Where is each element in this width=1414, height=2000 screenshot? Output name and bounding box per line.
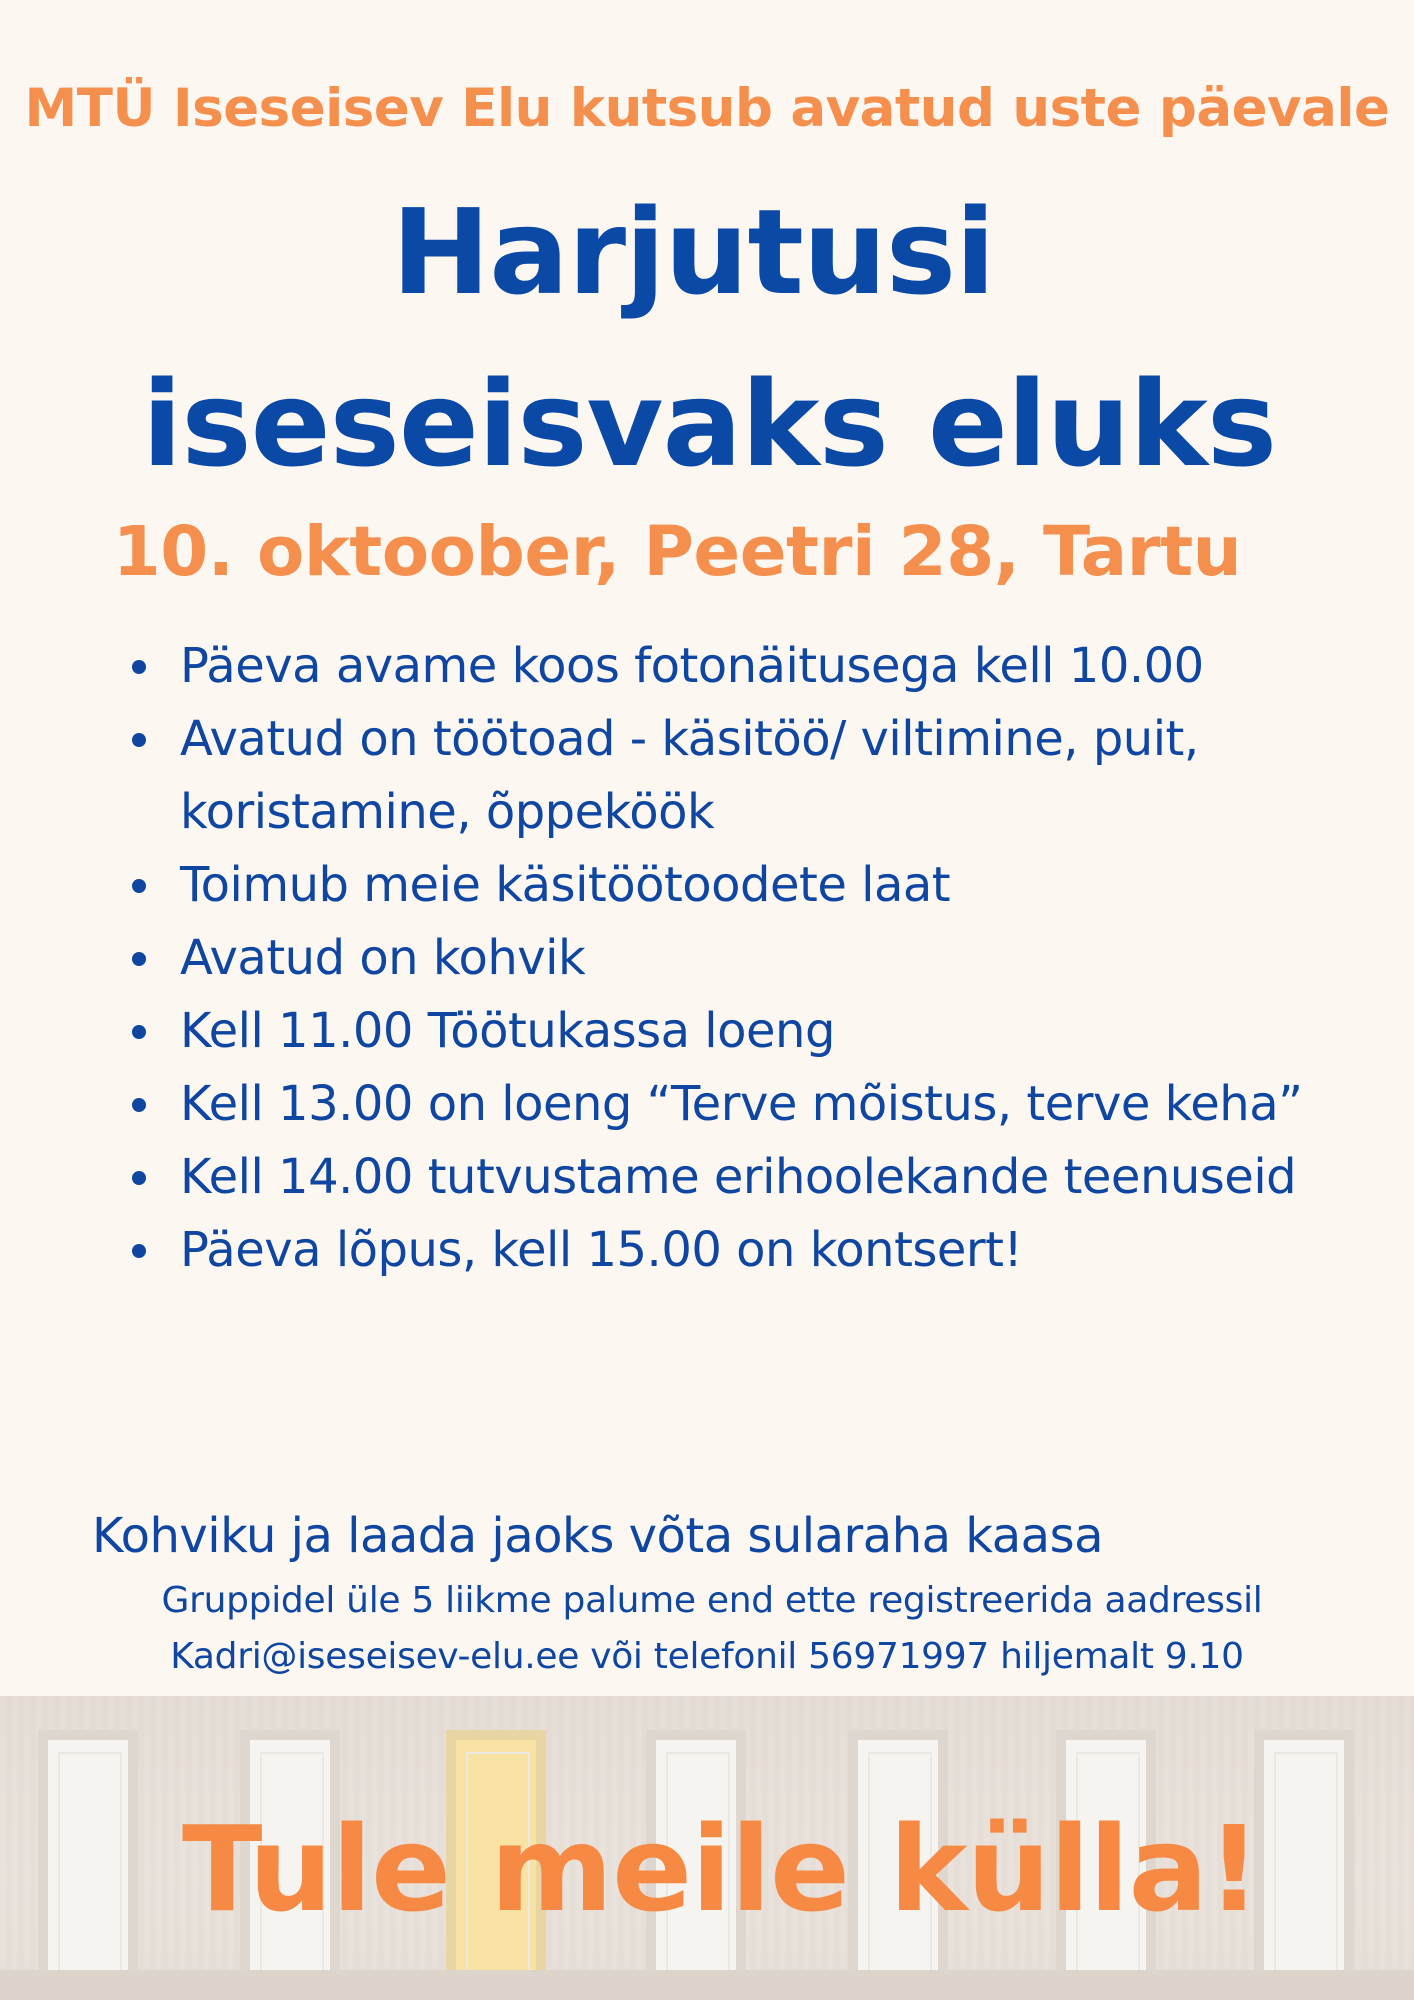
program-item xyxy=(132,1141,1342,1214)
cash-note: Kohviku ja laada jaoks võta sularaha kaasa xyxy=(92,1508,1103,1564)
program-item xyxy=(132,703,1342,849)
call-to-action: Tule meile külla! xyxy=(182,1800,1260,1938)
program-list xyxy=(132,630,1342,1287)
bullet-icon xyxy=(132,1171,146,1185)
program-item-text: Päeva lõpus, kell 15.00 on kontsert! xyxy=(180,1222,1023,1278)
invite-heading: MTÜ Iseseisev Elu kutsub avatud uste päevale xyxy=(24,78,1390,139)
program-item-text: Avatud on töötoad - käsitöö/ viltimine, puit, koristamine, õppeköök xyxy=(180,711,1199,840)
program-item-text: Kell 14.00 tutvustame erihoolekande teenuseid xyxy=(180,1149,1297,1205)
bullet-icon xyxy=(132,952,146,966)
program-item-text: Avatud on kohvik xyxy=(180,930,586,986)
program-item xyxy=(132,630,1342,703)
bullet-icon xyxy=(132,1244,146,1258)
program-item-text: Päeva avame koos fotonäitusega kell 10.00 xyxy=(180,638,1204,694)
program-item xyxy=(132,1068,1342,1141)
program-item xyxy=(132,849,1342,922)
registration-line-1: Gruppidel üle 5 liikme palume end ette registreerida aadressil xyxy=(161,1580,1263,1621)
bullet-icon xyxy=(132,1025,146,1039)
date-location: 10. oktoober, Peetri 28, Tartu xyxy=(112,512,1242,592)
bullet-icon xyxy=(132,1098,146,1112)
floor xyxy=(0,1970,1414,2000)
program-item xyxy=(132,922,1342,995)
title-line-2: iseseisvaks eluks xyxy=(141,355,1277,493)
program-item-text: Kell 13.00 on loeng “Terve mõistus, terve keha” xyxy=(180,1076,1303,1132)
title-line-1: Harjutusi xyxy=(391,183,995,321)
bullet-icon xyxy=(132,733,146,747)
program-item xyxy=(132,1214,1342,1287)
bullet-icon xyxy=(132,879,146,893)
program-item xyxy=(132,995,1342,1068)
program-item-text: Toimub meie käsitöötoodete laat xyxy=(180,857,951,913)
registration-line-2: Kadri@iseseisev-elu.ee või telefonil 56971997 hiljemalt 9.10 xyxy=(170,1636,1244,1677)
program-item-text: Kell 11.00 Töötukassa loeng xyxy=(180,1003,835,1059)
bullet-icon xyxy=(132,660,146,674)
